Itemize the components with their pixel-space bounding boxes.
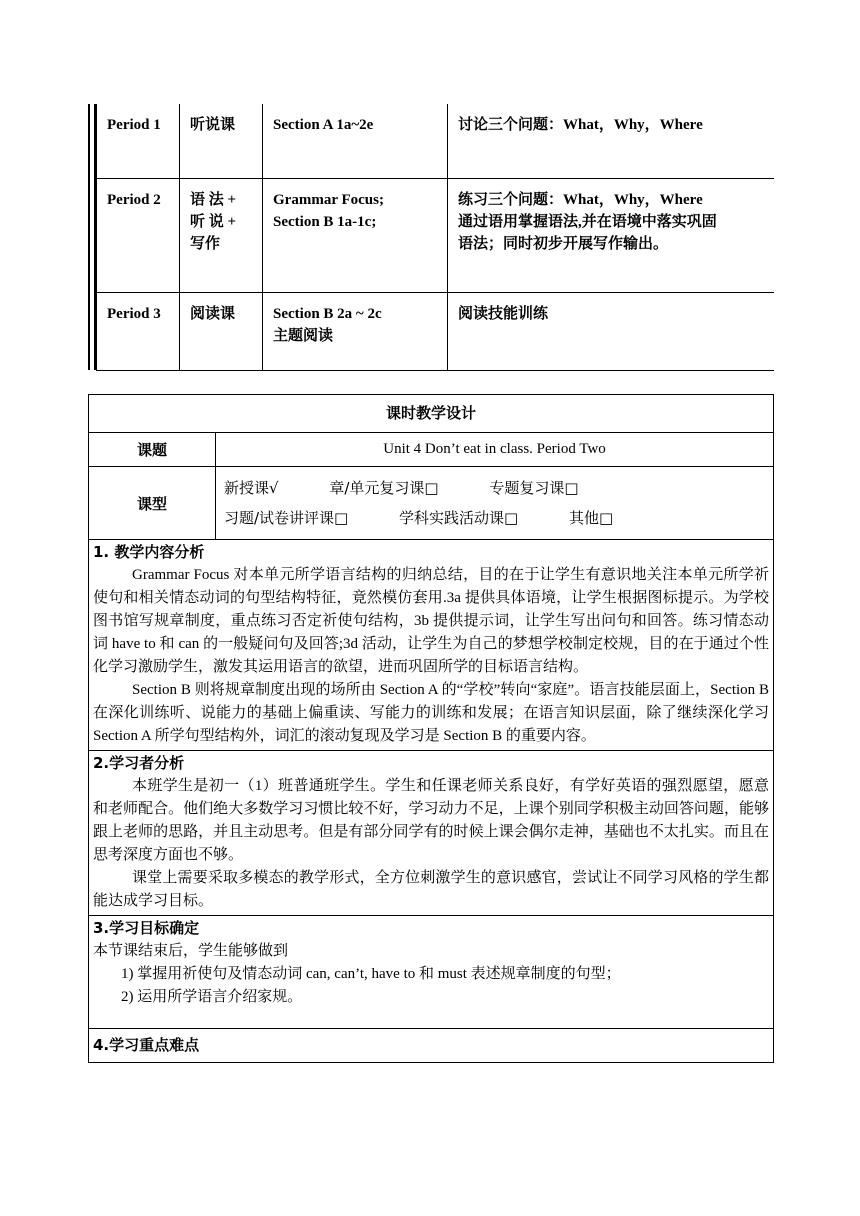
period-content: Section A 1a~2e	[263, 104, 448, 178]
topic-label: 课题	[89, 433, 216, 467]
type-option: 专题复习课□	[489, 479, 579, 497]
design-title: 课时教学设计	[89, 395, 774, 433]
table-row	[97, 104, 774, 178]
period-task: 阅读技能训练	[448, 292, 774, 370]
paragraph: Grammar Focus 对本单元所学语言结构的归纳总结，目的在于让学生有意识地关注本单元所学祈使句和相关情态动词的句型结构特征，竟然模仿套用.3a 提供具体语境，让学生根据图标提示。为学校图书馆写规章制度，重点练习否定祈使句结构，3b 提供提示词，让学生写出问句和回答。练习情态动词 have to 和 can 的一般疑问句及回答;3d 活动，让学生为自己的梦想学校制定校规，目的在于通过个性化学习激励学生，激发其运用语言的欲望，进而巩固所学的目标语言结构。	[93, 567, 770, 675]
paragraph: Section B 则将规章制度出现的场所由 Section A 的“学校”转向“家庭”。语言技能层面上，Section B 在深化训练听、说能力的基础上偏重读、写能力的训练和发展；在语言知识层面，除了继续深化学习 Section A 所学句型结构外，词汇的滚动复现及学习是 Section B 的重要内容。	[93, 682, 770, 744]
paragraph: 课堂上需要采取多模态的教学形式，全方位刺激学生的意识感官，尝试让不同学习风格的学生都能达成学习目标。	[93, 870, 770, 909]
period-name: Period 1	[97, 104, 180, 178]
lesson-design-table	[88, 394, 774, 1063]
period-table	[96, 104, 774, 371]
type-option: 新授课√	[224, 479, 279, 497]
type-option: 学科实践活动课□	[399, 509, 519, 527]
table-double-border	[88, 104, 96, 370]
period-task: 讨论三个问题：What，Why，Where	[448, 104, 774, 178]
paragraph: 本班学生是初一（1）班普通班学生。学生和任课老师关系良好，有学好英语的强烈愿望，愿意和老师配合。他们绝大多数学习习惯比较不好，学习动力不足，上课个别同学积极主动回答问题，能够跟上老师的思路，并且主动思考。但是有部分同学有的时候上课会偶尔走神，基础也不太扎实。而且在思考深度方面也不够。	[93, 778, 770, 863]
content-analysis-section	[89, 540, 774, 751]
topic-value: Unit 4 Don’t eat in class. Period Two	[216, 433, 774, 467]
goal-item: 2) 运用所学语言介绍家规。	[121, 989, 303, 1005]
table-row	[97, 292, 774, 370]
period-name: Period 3	[97, 292, 180, 370]
goal-item: 1) 掌握用祈使句及情态动词 can, can’t, have to 和 must 表述规章制度的句型；	[121, 966, 621, 982]
table-row	[97, 178, 774, 292]
section-heading: 3.学习目标确定	[93, 919, 200, 937]
type-option: 其他□	[568, 509, 614, 527]
section-heading: 2.学习者分析	[93, 754, 185, 772]
period-content: Section B 2a ~ 2c 主题阅读	[263, 292, 448, 370]
type-option: 章/单元复习课□	[329, 479, 439, 497]
key-points-section	[89, 1029, 774, 1063]
period-task: 练习三个问题：What，Why，Where 通过语用掌握语法,并在语境中落实巩固 语法；同时初步开展写作输出。	[448, 178, 774, 292]
lesson-type-options	[216, 467, 774, 540]
type-label: 课型	[89, 467, 216, 540]
period-content: Grammar Focus; Section B 1a-1c;	[263, 178, 448, 292]
period-type: 听说课	[180, 104, 263, 178]
period-type: 阅读课	[180, 292, 263, 370]
period-type: 语 法 + 听 说 + 写作	[180, 178, 263, 292]
section-heading: 4.学习重点难点	[93, 1035, 200, 1054]
learning-goals-section	[89, 916, 774, 1029]
type-option: 习题/试卷讲评课□	[224, 509, 349, 527]
goals-intro: 本节课结束后，学生能够做到	[93, 943, 289, 959]
learner-analysis-section	[89, 751, 774, 916]
period-name: Period 2	[97, 178, 180, 292]
period-schedule	[88, 104, 773, 370]
section-heading: 1. 教学内容分析	[93, 543, 205, 561]
